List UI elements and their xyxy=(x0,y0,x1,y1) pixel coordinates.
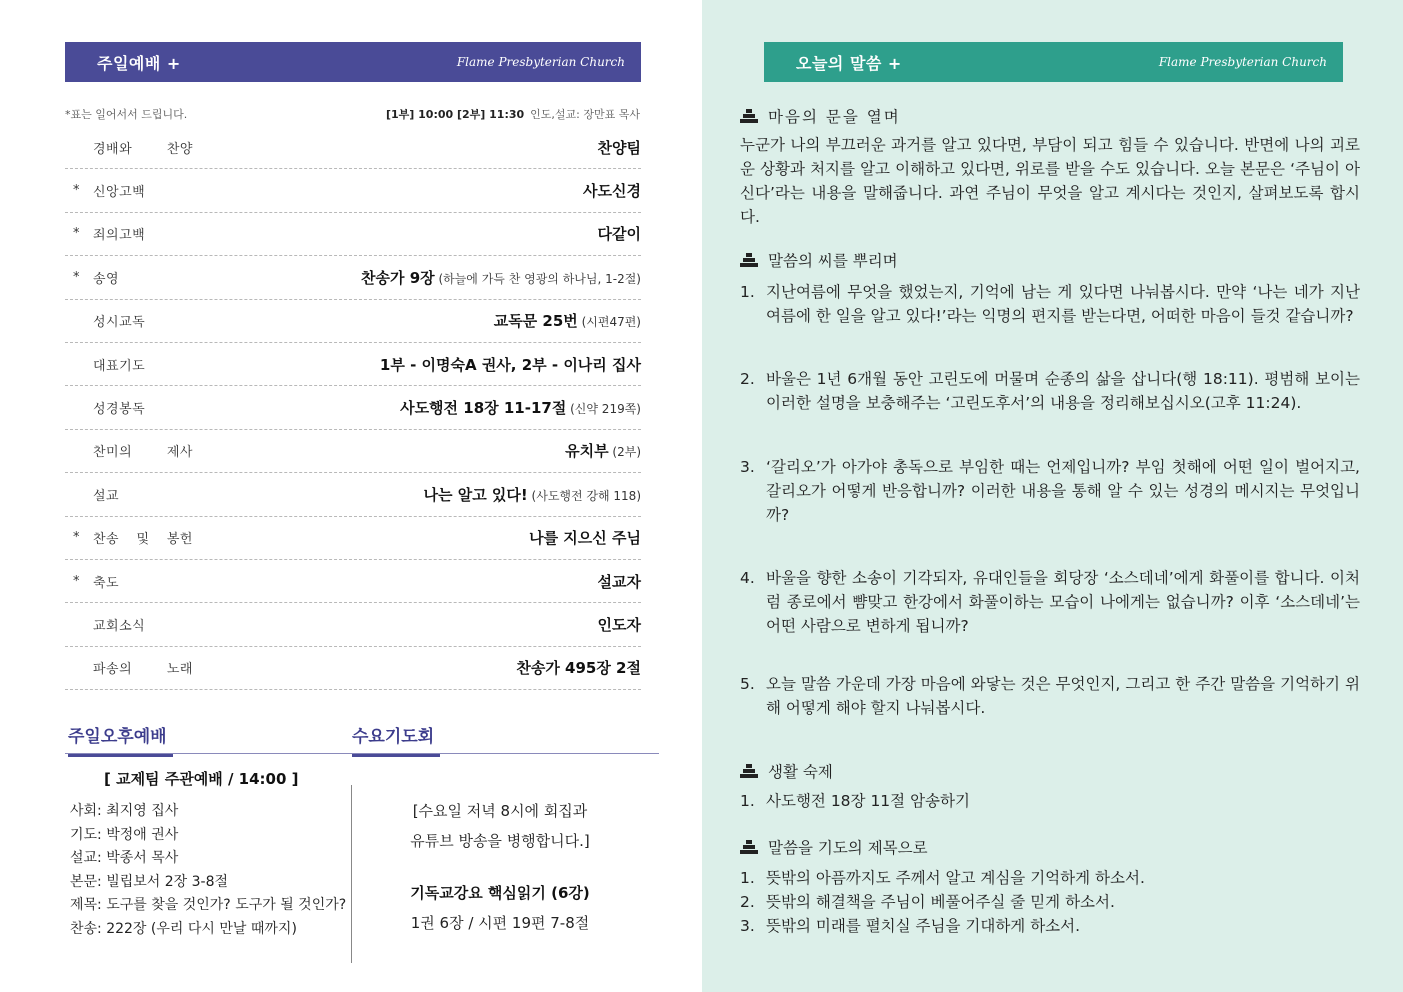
worship-order-row xyxy=(65,430,641,473)
order-label xyxy=(65,615,193,634)
pyramid-icon xyxy=(740,840,758,854)
order-value-main: 인도자 xyxy=(597,615,641,634)
order-label xyxy=(65,528,193,547)
order-label-text: 송영 xyxy=(93,271,120,287)
order-value xyxy=(400,397,641,418)
order-label-text: 대표기도 xyxy=(93,358,146,374)
order-value-note: (사도행전 강해 118) xyxy=(527,488,641,503)
section-sow-word xyxy=(740,249,898,271)
question-item xyxy=(740,367,1360,415)
question-text: 바울을 향한 소송이 기각되자, 유대인들을 회당장 ‘소스데네’에게 화풀이를 합니다. 이처럼 종로에서 뺨맞고 한강에서 화풀이하는 모습이 나에게는 없습니까? 이후 ‘소스데네’는 어떤 사람으로 변하게 됩니까? xyxy=(766,569,1360,635)
section-open-heart xyxy=(740,105,901,127)
order-value xyxy=(424,484,642,505)
order-value xyxy=(516,657,641,678)
question-number: 5. xyxy=(740,675,755,693)
section-prayer xyxy=(740,836,928,858)
order-value xyxy=(529,527,641,548)
afternoon-line: 찬송: 222장 (우리 다시 만날 때까지) xyxy=(70,920,297,937)
order-label-text: 설교 xyxy=(93,488,120,504)
afternoon-line: 설교: 박종서 목사 xyxy=(70,850,179,866)
order-value xyxy=(494,310,641,331)
homework-text: 사도행전 18장 11절 암송하기 xyxy=(766,792,970,810)
worship-order-row xyxy=(65,603,641,646)
worship-order-row xyxy=(65,517,641,560)
prayer-text: 뜻밖의 미래를 펼치실 주님을 기대하게 하소서. xyxy=(766,917,1081,935)
worship-header xyxy=(65,42,641,82)
question-item xyxy=(740,280,1360,328)
church-name: Flame Presbyterian Church xyxy=(456,55,625,69)
order-value xyxy=(380,354,641,375)
question-text: 지난여름에 무엇을 했었는지, 기억에 남는 게 있다면 나눠봅시다. 만약 ‘나는 네가 지난 여름에 한 일을 알고 있다!’라는 익명의 편지를 받는다면, 어떠한 마음이 들것 같습니까? xyxy=(766,283,1360,325)
question-text: 오늘 말씀 가운데 가장 마음에 와닿는 것은 무엇인지, 그리고 한 주간 말씀을 기억하기 위해 어떻게 해야 할지 나눠봅시다. xyxy=(766,675,1360,717)
order-label xyxy=(65,355,193,374)
order-label-text: 성경봉독 xyxy=(93,402,146,418)
section-heading: 생활 숙제 xyxy=(768,763,833,781)
right-page xyxy=(702,0,1403,992)
order-value-main: 유치부 xyxy=(565,442,609,461)
order-label xyxy=(65,572,193,591)
word-header xyxy=(764,42,1343,82)
church-name: Flame Presbyterian Church xyxy=(1158,55,1327,69)
order-label xyxy=(65,181,193,200)
afternoon-line: 제목: 도구를 찾을 것인가? 도구가 될 것인가? xyxy=(70,897,347,913)
service-hours: [1부] 10:00 [2부] 11:30 xyxy=(385,108,525,121)
question-text: ‘갈리오’가 아가야 총독으로 부임한 때는 언제입니까? 부임 첫해에 어떤 일이 벌어지고, 갈리오가 어떻게 반응합니까? 이러한 내용을 통해 알 수 있는 성경의 메시지는 무엇입니까? xyxy=(766,458,1360,524)
prayer-number: 1. xyxy=(740,869,755,887)
order-label-text: 신앙고백 xyxy=(93,185,146,201)
order-value xyxy=(598,223,641,244)
question-item xyxy=(740,566,1360,638)
order-value-main: 교독문 25번 xyxy=(493,312,578,331)
intro-paragraph: 누군가 나의 부끄러운 과거를 알고 있다면, 부담이 되고 힘들 수 있습니다. 반면에 나의 괴로운 상황과 처지를 알고 이해하고 있다면, 위로를 받을 수도 있습니다. 오늘 본문은 ‘주님이 아신다’라는 내용을 말해줍니다. 과연 주님이 무엇을 알고 계시다는 것인지, 살펴보도록 합시다. xyxy=(740,136,1360,226)
wednesday-study xyxy=(360,878,640,938)
order-value-main: 설교자 xyxy=(597,572,641,591)
order-label-text: 축도 xyxy=(93,575,120,591)
order-value xyxy=(361,267,641,288)
order-label-text: 경배와 찬양 xyxy=(93,141,193,157)
prayer-number: 2. xyxy=(740,893,755,911)
order-value-note: (2부) xyxy=(608,445,641,460)
afternoon-line: 본문: 빌립보서 2장 3-8절 xyxy=(70,873,229,890)
worship-order-row xyxy=(65,169,641,212)
study-range: 1권 6장 / 시편 19편 7-8절 xyxy=(410,914,590,932)
order-value-main: 1부 - 이명숙A 권사, 2부 - 이나리 집사 xyxy=(379,355,641,374)
worship-order-row xyxy=(65,256,641,299)
section-divider xyxy=(65,753,659,754)
standing-marker: * xyxy=(73,183,80,199)
order-label xyxy=(65,398,193,417)
worship-order-row xyxy=(65,300,641,343)
order-value xyxy=(598,137,641,158)
order-value xyxy=(598,571,641,592)
order-of-worship xyxy=(65,126,641,690)
afternoon-service-heading: 주일오후예배 xyxy=(68,722,173,757)
afternoon-service-details xyxy=(70,800,346,941)
question-item xyxy=(740,455,1360,527)
prayer-text: 뜻밖의 해결책을 주님이 베풀어주실 줄 믿게 하소서. xyxy=(766,893,1115,911)
afternoon-service-title: [ 교제팀 주관예배 / 14:00 ] xyxy=(104,770,299,788)
question-text: 바울은 1년 6개월 동안 고린도에 머물며 순종의 삶을 삽니다(행 18:11). 평범해 보이는 이러한 설명을 보충해주는 ‘고린도후서’의 내용을 정리해보십시오(고후 11:24). xyxy=(766,370,1360,412)
order-label xyxy=(65,224,193,243)
order-label-text: 파송의 노래 xyxy=(93,662,193,678)
worship-header-title: 주일예배 + xyxy=(97,53,181,73)
wednesday-info-line: 유튜브 방송을 병행합니다.] xyxy=(410,832,590,850)
worship-order-row xyxy=(65,343,641,386)
prayer-number: 3. xyxy=(740,917,755,935)
order-value-main: 찬송가 9장 xyxy=(361,268,435,287)
order-label-text: 죄의고백 xyxy=(93,228,146,244)
word-header-title: 오늘의 말씀 + xyxy=(796,53,902,73)
order-value-main: 사도신경 xyxy=(583,182,641,201)
question-number: 4. xyxy=(740,569,755,587)
section-heading: 말씀의 씨를 뿌리며 xyxy=(768,252,898,270)
order-label-text: 찬송 및 봉헌 xyxy=(93,532,193,548)
standing-marker: * xyxy=(73,530,80,546)
service-leader: 인도,설교: 장만표 목사 xyxy=(530,108,640,121)
section-heading: 마음의 문을 열며 xyxy=(768,108,901,126)
question-number: 3. xyxy=(740,458,755,476)
question-item xyxy=(740,672,1360,720)
standing-marker: * xyxy=(73,269,80,285)
worship-order-row xyxy=(65,213,641,256)
order-value-main: 찬송가 495장 2절 xyxy=(516,659,641,678)
section-homework xyxy=(740,760,833,782)
pyramid-icon xyxy=(740,109,758,123)
prayer-text: 뜻밖의 아픔까지도 주께서 알고 계심을 기억하게 하소서. xyxy=(766,869,1145,887)
order-label-text: 성시교독 xyxy=(93,315,146,331)
afternoon-line: 기도: 박정애 권사 xyxy=(70,826,179,843)
worship-order-row xyxy=(65,473,641,516)
worship-order-row xyxy=(65,126,641,169)
order-value-main: 다같이 xyxy=(597,225,641,244)
afternoon-line: 사회: 최지영 집사 xyxy=(70,803,179,819)
standing-marker: * xyxy=(73,573,80,589)
order-label xyxy=(65,138,193,157)
order-value-note: (하늘에 가득 찬 영광의 하나님, 1-2절) xyxy=(434,271,641,286)
order-value-note: (신약 219쪽) xyxy=(566,402,641,417)
prayer-list xyxy=(740,866,1360,938)
wednesday-prayer-heading: 수요기도회 xyxy=(352,722,440,757)
order-value-note: (시편47편) xyxy=(577,315,641,330)
order-label xyxy=(65,268,193,287)
standing-notice: *표는 일어서서 드립니다. xyxy=(65,108,188,121)
order-label xyxy=(65,658,193,677)
wednesday-info-line: [수요일 저녁 8시에 회집과 xyxy=(412,802,588,820)
order-label-text: 교회소식 xyxy=(93,618,146,634)
order-value xyxy=(598,614,641,635)
worship-order-row xyxy=(65,386,641,429)
homework-list xyxy=(740,789,1360,813)
order-value-main: 사도행전 18장 11-17절 xyxy=(400,399,567,418)
order-value-main: 찬양팀 xyxy=(597,138,641,157)
order-value xyxy=(565,440,641,461)
wednesday-info xyxy=(360,796,640,856)
pyramid-icon xyxy=(740,253,758,267)
order-value xyxy=(583,180,641,201)
order-label xyxy=(65,311,193,330)
order-label xyxy=(65,441,193,460)
question-number: 1. xyxy=(740,283,755,301)
notice-row xyxy=(65,104,640,124)
homework-number: 1. xyxy=(740,792,755,810)
pyramid-icon xyxy=(740,764,758,778)
question-number: 2. xyxy=(740,370,755,388)
column-divider xyxy=(351,785,352,963)
section-heading: 말씀을 기도의 제목으로 xyxy=(768,839,928,857)
worship-order-row xyxy=(65,560,641,603)
standing-marker: * xyxy=(73,226,80,242)
service-times xyxy=(386,106,640,122)
order-label-text: 찬미의 제사 xyxy=(93,445,193,461)
order-value-main: 나를 지으신 주님 xyxy=(529,529,641,548)
order-value-main: 나는 알고 있다! xyxy=(423,485,528,504)
order-label xyxy=(65,485,193,504)
study-title: 기독교강요 핵심읽기 (6강) xyxy=(410,884,590,902)
worship-order-row xyxy=(65,647,641,690)
